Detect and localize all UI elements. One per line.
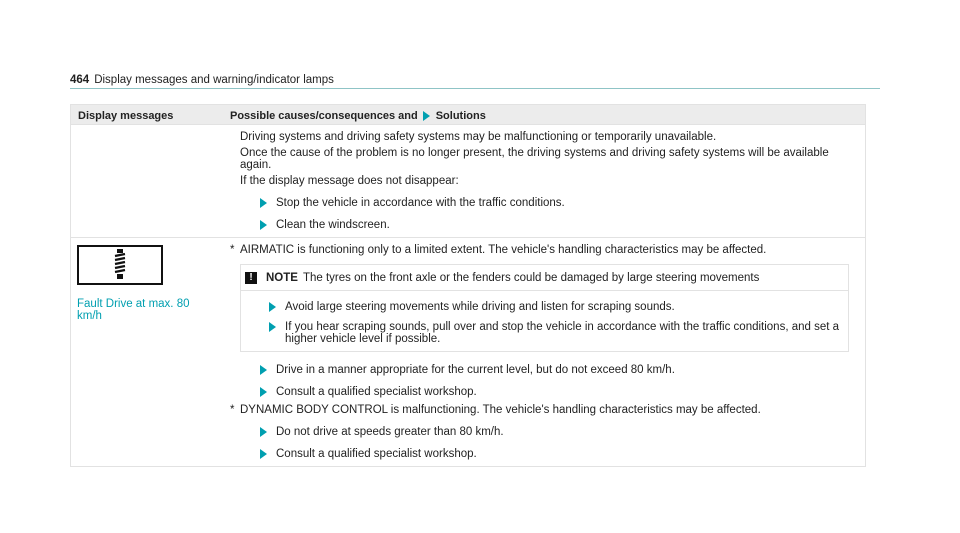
row2-step (230, 426, 859, 438)
row1-paragraph: If the display message does not disappear: (240, 175, 459, 187)
row1-causes-cell (223, 125, 865, 237)
step-text: Drive in a manner appropriate for the current level, but do not exceed 80 km/h. (276, 364, 675, 376)
col-display-messages: Display messages (78, 110, 174, 122)
page-number: 464 (70, 74, 90, 86)
note-header (241, 265, 848, 284)
arrow-right-icon (269, 302, 276, 312)
table-row (71, 237, 865, 466)
note-body (241, 290, 848, 351)
arrow-right-icon (260, 387, 267, 397)
warning-icon: ! (245, 272, 257, 284)
fault-message: Fault Drive at max. 80 km/h (77, 298, 190, 322)
note-box (240, 264, 849, 352)
suspension-spring-icon (77, 245, 163, 285)
note-step (241, 301, 848, 313)
arrow-right-icon (260, 449, 267, 459)
page-title: Display messages and warning/indicator lamps (94, 74, 334, 86)
row2-step (230, 386, 859, 398)
col-solutions-label: Solutions (435, 110, 486, 122)
row1-step (230, 219, 859, 231)
cause-marker: * (230, 404, 235, 416)
cause-marker: * (230, 244, 235, 256)
row2-step (230, 448, 859, 460)
row2-step (230, 364, 859, 376)
step-text: Clean the windscreen. (276, 219, 390, 231)
cause-item (230, 244, 859, 256)
note-title: NOTE (266, 272, 298, 284)
step-text: Stop the vehicle in accordance with the traffic conditions. (276, 197, 565, 209)
step-text: Do not drive at speeds greater than 80 km/h. (276, 426, 504, 438)
display-messages-table (70, 104, 866, 467)
step-text: If you hear scraping sounds, pull over and stop the vehicle in accordance with the traffic conditions, and set a higher vehicle level if possible. (285, 321, 840, 345)
table-row (71, 124, 865, 237)
table-header (71, 105, 865, 124)
step-text: Consult a qualified specialist workshop. (276, 448, 477, 460)
col-causes-solutions (223, 105, 865, 124)
arrow-right-icon (269, 322, 276, 332)
row1-paragraph: Once the cause of the problem is no longer present, the driving systems and driving safety systems will be available again. (240, 147, 829, 171)
arrow-right-icon (260, 365, 267, 375)
note-text: The tyres on the front axle or the fenders could be damaged by large steering movements (302, 272, 760, 284)
cause-item (230, 404, 859, 416)
step-text: Avoid large steering movements while driving and listen for scraping sounds. (285, 301, 675, 313)
arrow-right-icon (423, 111, 430, 121)
cause-text: AIRMATIC is functioning only to a limited extent. The vehicle's handling characteristics may be affected. (240, 244, 767, 256)
arrow-right-icon (260, 427, 267, 437)
arrow-right-icon (260, 198, 267, 208)
note-step (241, 321, 848, 345)
step-text: Consult a qualified specialist workshop. (276, 386, 477, 398)
page-header (70, 74, 880, 89)
row2-causes-cell (223, 238, 865, 466)
row1-paragraph: Driving systems and driving safety systems may be malfunctioning or temporarily unavailable. (240, 131, 717, 143)
row1-message-cell (71, 125, 223, 237)
arrow-right-icon (260, 220, 267, 230)
row1-step (230, 197, 859, 209)
row2-message-cell (71, 238, 223, 466)
col-causes-label: Possible causes/consequences and (230, 110, 418, 122)
cause-text: DYNAMIC BODY CONTROL is malfunctioning. The vehicle's handling characteristics may be affected. (240, 404, 761, 416)
